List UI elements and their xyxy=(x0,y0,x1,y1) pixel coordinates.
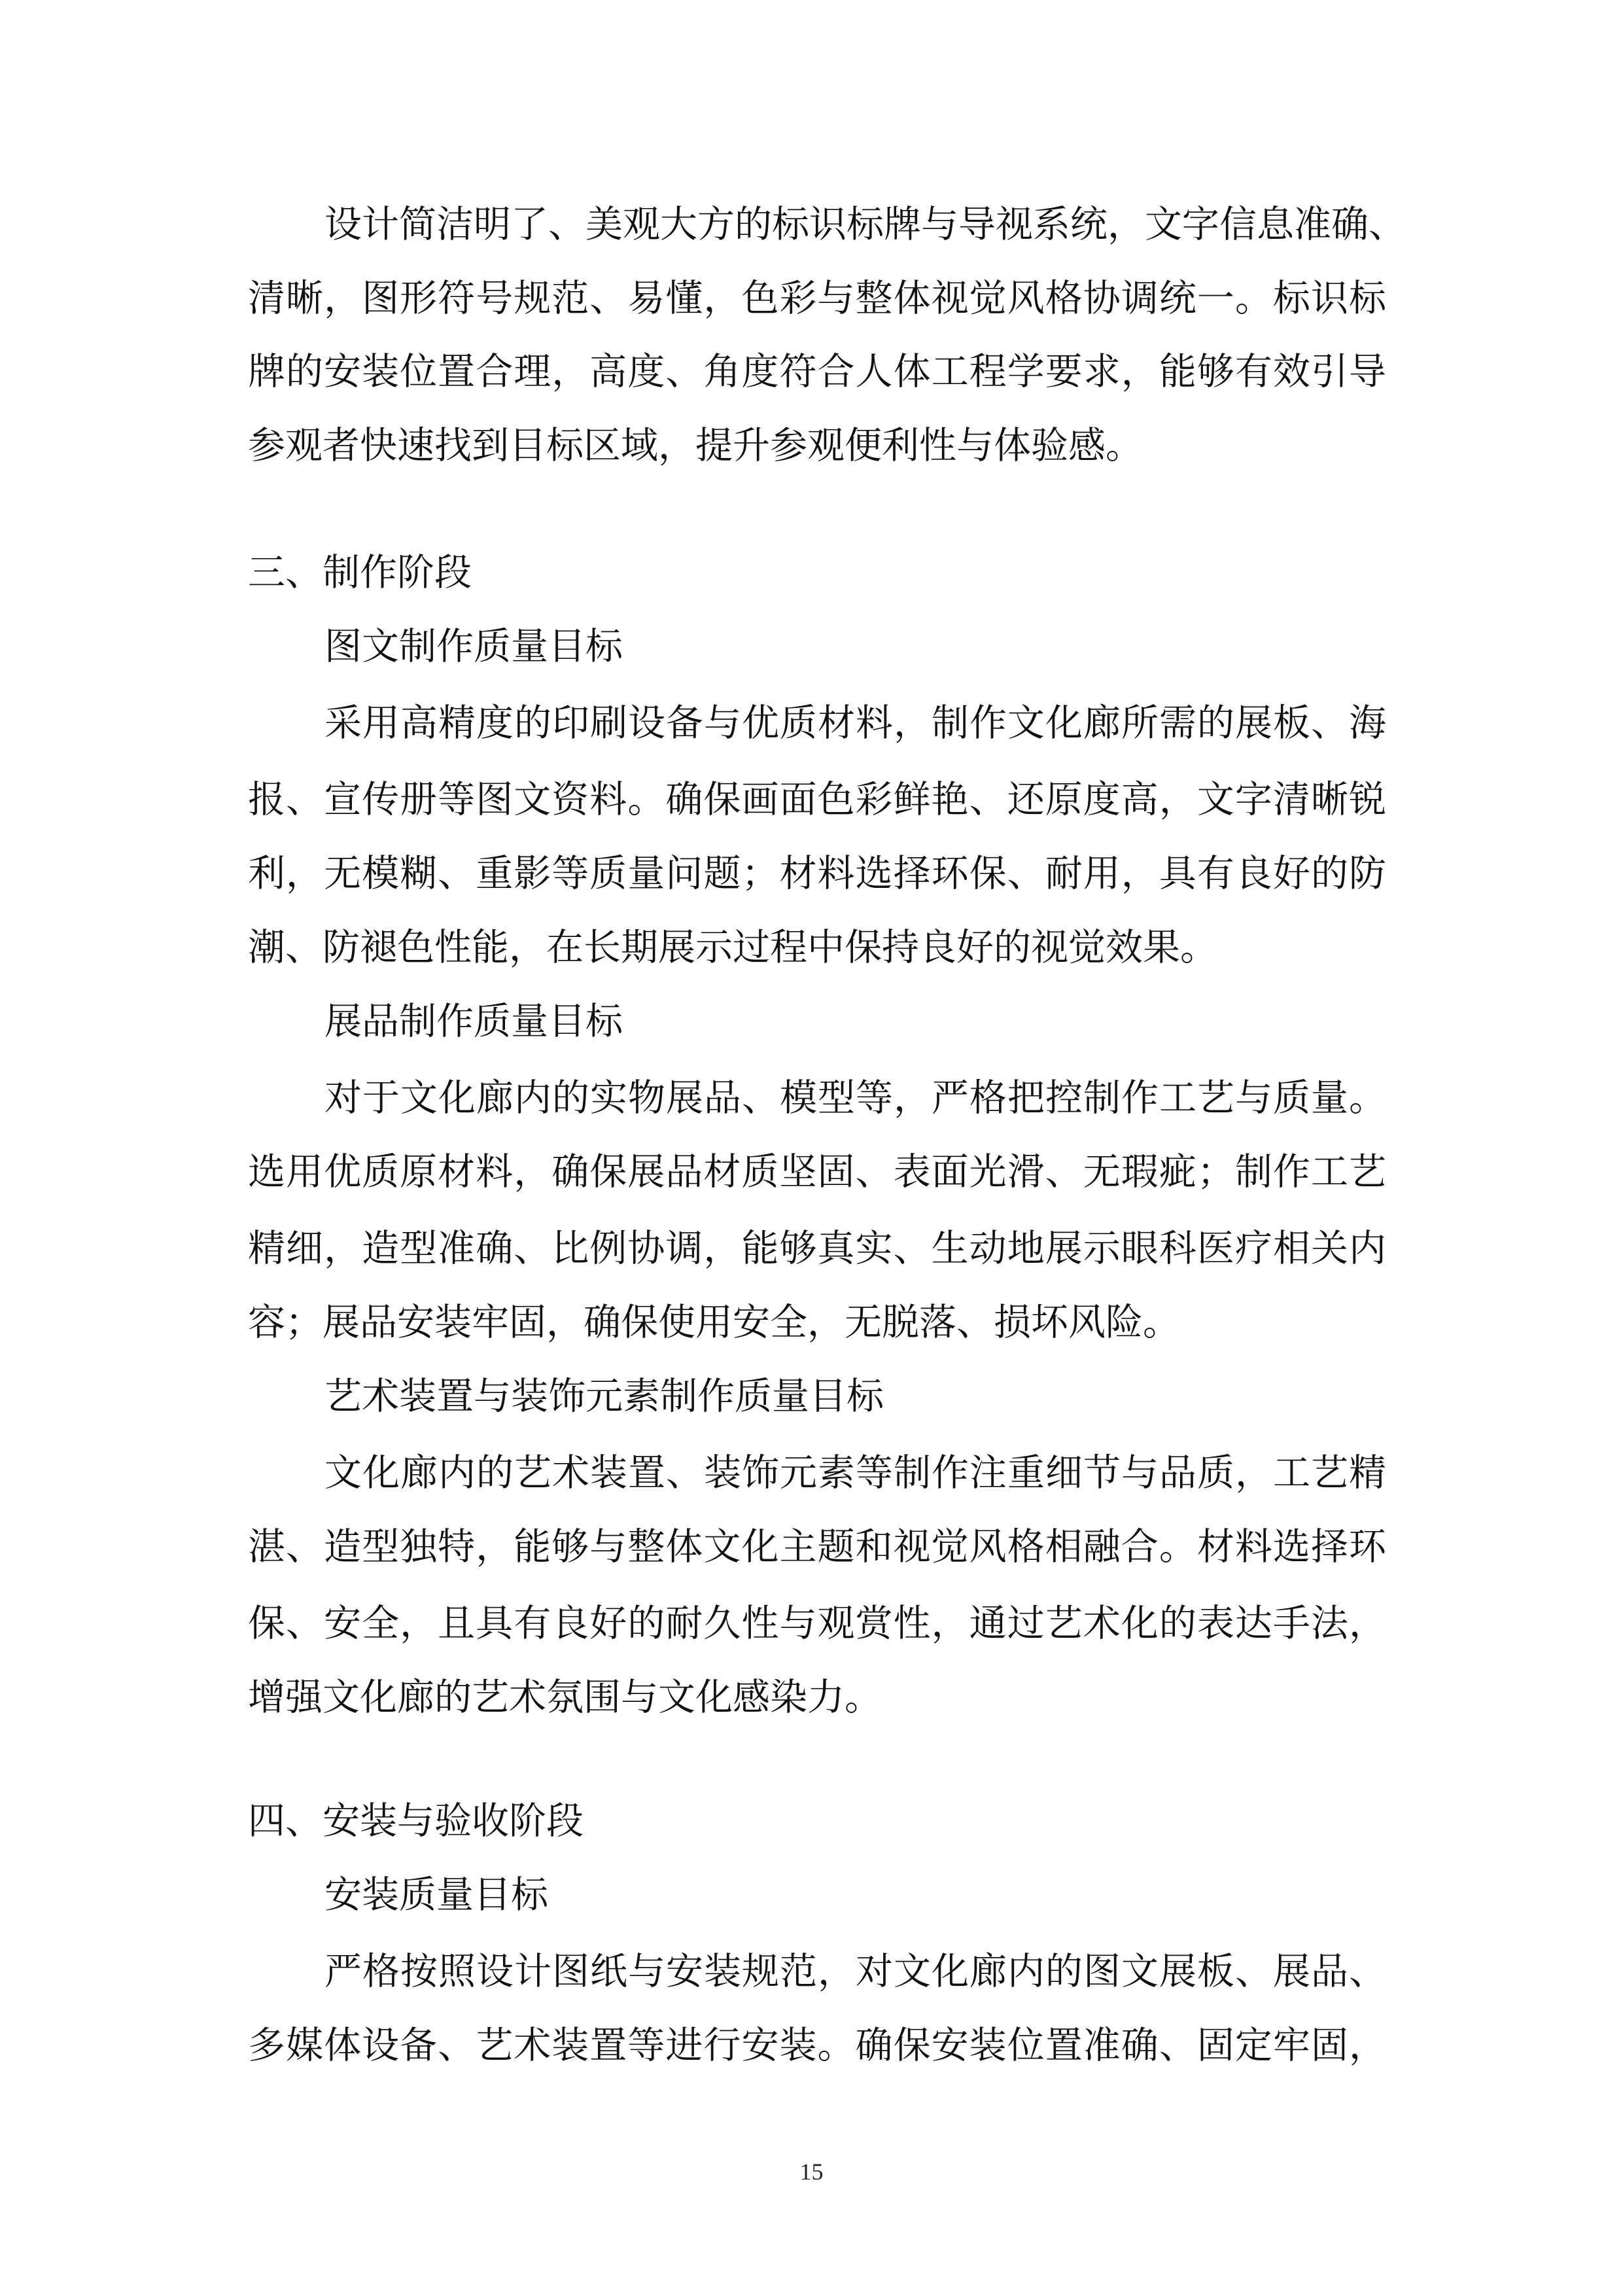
paragraph-line: 对于文化廊内的实物展品、模型等，严格把控制作工艺与质量。 xyxy=(324,1076,1386,1120)
section-heading: 四、安装与验收阶段 xyxy=(248,1799,584,1843)
paragraph-line: 清晰，图形符号规范、易懂，色彩与整体视觉风格协调统一。标识标 xyxy=(248,277,1386,320)
paragraph-line: 牌的安装位置合理，高度、角度符合人体工程学要求，能够有效引导 xyxy=(248,350,1386,393)
subheading: 安装质量目标 xyxy=(324,1873,548,1916)
paragraph-line: 严格按照设计图纸与安装规范，对文化廊内的图文展板、展品、 xyxy=(324,1950,1386,1993)
paragraph-line: 精细，造型准确、比例协调，能够真实、生动地展示眼科医疗相关内 xyxy=(248,1227,1386,1270)
paragraph-line: 报、宣传册等图文资料。确保画面色彩鲜艳、还原度高，文字清晰锐 xyxy=(248,778,1386,821)
paragraph-line: 利，无模糊、重影等质量问题；材料选择环保、耐用，具有良好的防 xyxy=(248,852,1386,895)
paragraph-line: 选用优质原材料，确保展品材质坚固、表面光滑、无瑕疵；制作工艺 xyxy=(248,1150,1386,1193)
paragraph-line: 设计简洁明了、美观大方的标识标牌与导视系统，文字信息准确、 xyxy=(324,203,1406,246)
paragraph-line: 增强文化廊的艺术氛围与文化感染力。 xyxy=(248,1676,882,1719)
subheading: 艺术装置与装饰元素制作质量目标 xyxy=(324,1375,884,1418)
paragraph-line: 湛、造型独特，能够与整体文化主题和视觉风格相融合。材料选择环 xyxy=(248,1525,1386,1568)
subheading: 展品制作质量目标 xyxy=(324,1000,623,1043)
paragraph-line: 潮、防褪色性能，在长期展示过程中保持良好的视觉效果。 xyxy=(248,926,1217,969)
paragraph-line: 多媒体设备、艺术装置等进行安装。确保安装位置准确、固定牢固， xyxy=(248,2024,1386,2067)
paragraph-line: 采用高精度的印刷设备与优质材料，制作文化廊所需的展板、海 xyxy=(324,701,1386,745)
subheading: 图文制作质量目标 xyxy=(324,625,623,668)
page-number: 15 xyxy=(799,2159,824,2185)
paragraph-line: 容；展品安装牢固，确保使用安全，无脱落、损坏风险。 xyxy=(248,1301,1180,1344)
paragraph-line: 保、安全，且具有良好的耐久性与观赏性，通过艺术化的表达手法， xyxy=(248,1602,1386,1645)
paragraph-line: 文化廊内的艺术装置、装饰元素等制作注重细节与品质，工艺精 xyxy=(324,1451,1386,1494)
paragraph-line: 参观者快速找到目标区域，提升参观便利性与体验感。 xyxy=(248,424,1143,467)
section-heading: 三、制作阶段 xyxy=(248,551,472,594)
